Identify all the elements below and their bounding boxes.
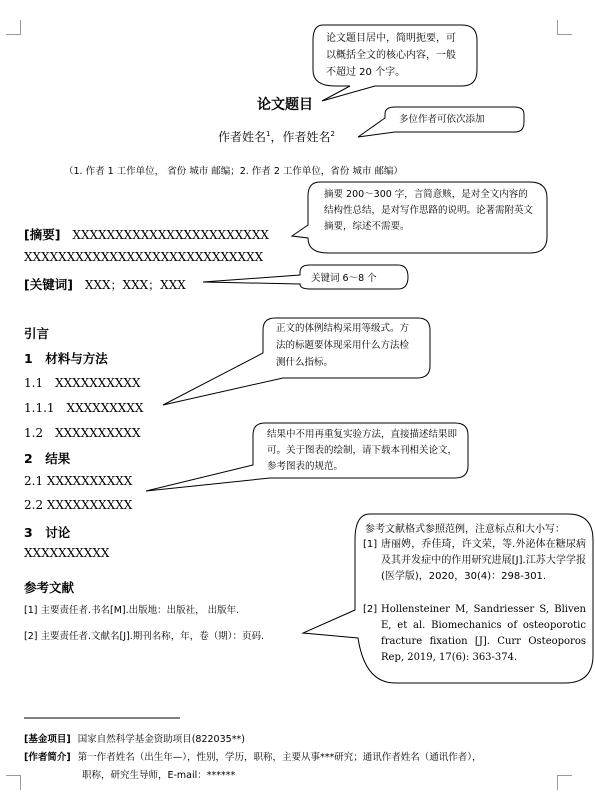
- callout-results-text: 结果中不用再重复实验方法，直接描述结果即可。关于图表的绘制，请下载本刊相关论文，参考图表的规范。: [267, 429, 458, 472]
- author-names: 作者姓名: [218, 130, 267, 144]
- subheading-1-1: 1.1 XXXXXXXXXX: [24, 376, 141, 390]
- callout-ref-1-number: [1]: [363, 539, 378, 550]
- author-sup-1: 1: [266, 130, 271, 138]
- keywords-label: [关键词]: [24, 277, 73, 292]
- bio-label: [作者简介]: [24, 752, 71, 763]
- reference-1: [1] 主要责任者.书名[M].出版地：出版社， 出版年.: [24, 605, 240, 616]
- abstract-text-1: XXXXXXXXXXXXXXXXXXXXXXX: [72, 228, 269, 242]
- heading-section-3: 3 讨论: [24, 525, 71, 540]
- affiliation-line: （1. 作者 1 工作单位， 省份 城市 邮编；2. 作者 2 工作单位，省份 城市 邮编）: [64, 166, 403, 177]
- keywords-line: [24, 275, 186, 293]
- author-separator: ，: [270, 130, 283, 144]
- author-sup-2: 2: [330, 130, 335, 138]
- callout-title-text: 论文题目居中，简明扼要，可以概括全文的核心内容，一般不超过 20 个字。: [326, 33, 456, 78]
- footnote-bio-1: [24, 749, 481, 763]
- footnote-bio-2: 职称，研究生导师，E-mail：******: [82, 770, 236, 781]
- fund-text: 国家自然科学基金资助项目(822035**): [77, 734, 245, 745]
- author-line: [218, 128, 335, 145]
- callout-authors-text: 多位作者可依次添加: [399, 114, 485, 125]
- reference-2: [2] 主要责任者.文献名[J].期刊名称，年，卷（期）：页码.: [24, 631, 265, 642]
- callout-keywords-bubble: [203, 265, 408, 289]
- callout-ref-2-number: [2]: [363, 604, 378, 615]
- subheading-2-2: 2.2 XXXXXXXXXX: [24, 498, 133, 512]
- fund-label: [基金项目]: [24, 734, 71, 745]
- abstract-line-2: XXXXXXXXXXXXXXXXXXXXXXXXXXXX: [24, 250, 264, 264]
- footnote-fund: [24, 731, 245, 745]
- subheading-1-1-1: 1.1.1 XXXXXXXXX: [24, 401, 144, 415]
- paper-title: 论文题目: [257, 97, 313, 113]
- heading-introduction: 引言: [24, 326, 50, 341]
- subheading-1-2: 1.2 XXXXXXXXXX: [24, 426, 141, 440]
- abstract-line-1: [24, 225, 269, 243]
- subheading-2-1: 2.1 XXXXXXXXXX: [24, 474, 133, 488]
- references-heading: 参考文献: [24, 580, 75, 595]
- callout-ref-2-text: Hollensteiner M, Sandriesser S, Bliven E, et al. Biomechanics of osteoporotic fracture fixation [J]. Curr Osteoporos Rep, 2019, 17(6): 363-374.: [381, 604, 586, 663]
- callout-refs-intro: 参考文献格式参照范例，注意标点和大小写：: [365, 524, 565, 535]
- discussion-text: XXXXXXXXXX: [24, 546, 110, 560]
- callout-keywords-text: 关键词 6～8 个: [311, 273, 377, 284]
- callout-ref-1-text: 唐丽娉，乔佳琦，许文荣，等.外泌体在糖尿病及其并发症中的作用研究进展[J].江苏大学学报(医学版)，2020，30(4)：298-301.: [381, 539, 586, 582]
- keywords-text: XXX；XXX；XXX: [84, 278, 186, 292]
- bio-text-1: 第一作者姓名（出生年—），性别，学历，职称，主要从事***研究；通讯作者姓名（通讯作者），: [77, 752, 482, 763]
- heading-section-2: 2 结果: [24, 451, 71, 466]
- callout-structure-text: 正文的体例结构采用等级式。方法的标题要体现采用什么方法检测什么指标。: [276, 323, 410, 368]
- heading-section-1: 1 材料与方法: [24, 351, 108, 366]
- abstract-label: [摘要]: [24, 227, 61, 242]
- callout-abstract-text: 摘要 200～300 字，言简意赅，是对全文内容的结构性总结，是对写作思路的说明。论著需附英文摘要，综述不需要。: [324, 189, 534, 232]
- author-names-2: 作者姓名: [282, 130, 331, 144]
